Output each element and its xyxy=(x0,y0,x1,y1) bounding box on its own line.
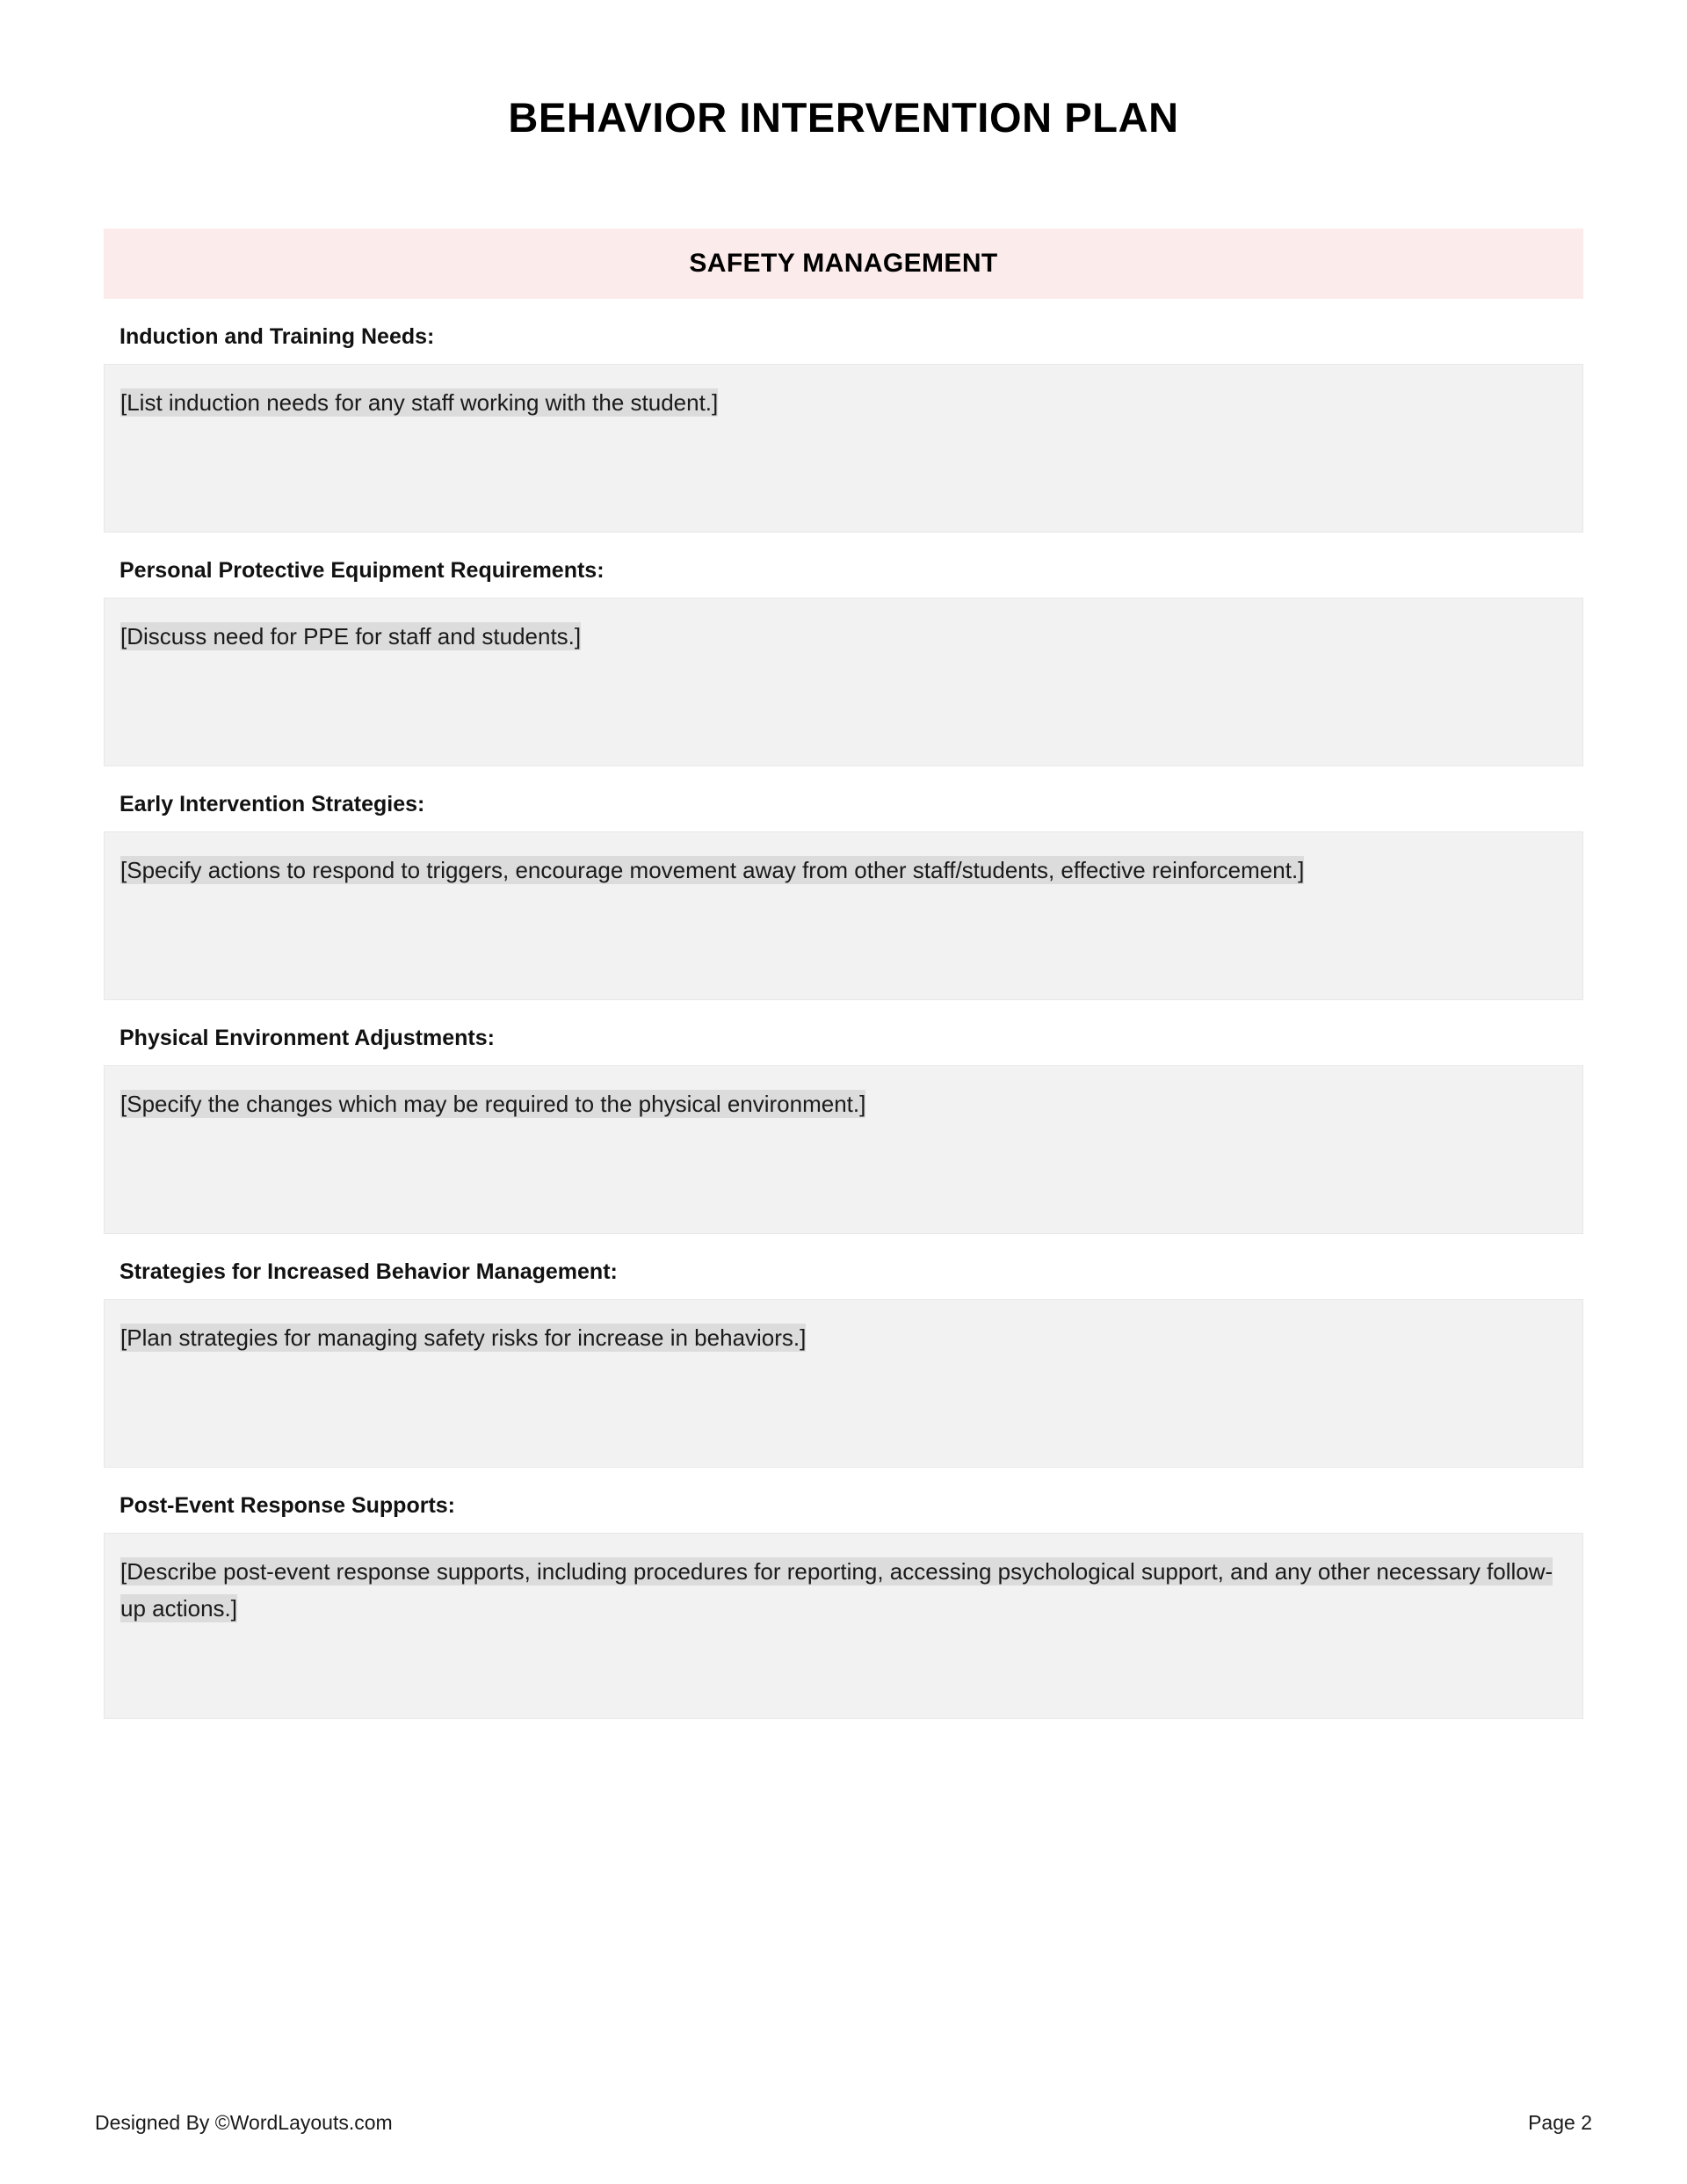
field-label-physical-environment-adjustments: Physical Environment Adjustments: xyxy=(119,1025,495,1050)
field-input-induction-and-training-needs[interactable] xyxy=(104,364,1583,533)
footer-credit: Designed By ©WordLayouts.com xyxy=(95,2111,393,2134)
field-group-personal-protective-equipment-requirements xyxy=(104,557,1583,766)
field-label-strategies-for-increased-behavior-management: Strategies for Increased Behavior Management: xyxy=(119,1259,618,1284)
field-label-post-event-response-supports: Post-Event Response Supports: xyxy=(119,1492,455,1518)
field-group-early-intervention-strategies xyxy=(104,791,1583,1000)
page-footer xyxy=(95,2111,1592,2135)
field-input-post-event-response-supports[interactable] xyxy=(104,1533,1583,1719)
field-label-early-intervention-strategies: Early Intervention Strategies: xyxy=(119,791,425,816)
field-placeholder-early-intervention-strategies: [Specify actions to respond to triggers, encourage movement away from other staff/students, effective reinforcement.] xyxy=(120,856,1305,883)
field-placeholder-post-event-response-supports: [Describe post-event response supports, including procedures for reporting, accessing psychological support, and any other necessary follow-up actions.] xyxy=(120,1557,1553,1622)
field-input-strategies-for-increased-behavior-management[interactable] xyxy=(104,1299,1583,1468)
field-group-post-event-response-supports xyxy=(104,1492,1583,1719)
field-placeholder-induction-and-training-needs: [List induction needs for any staff working with the student.] xyxy=(120,388,719,416)
field-group-induction-and-training-needs xyxy=(104,323,1583,533)
field-label-personal-protective-equipment-requirements: Personal Protective Equipment Requirements: xyxy=(119,557,605,583)
footer-page-number: Page 2 xyxy=(1528,2111,1592,2134)
section-banner xyxy=(104,229,1583,299)
field-placeholder-personal-protective-equipment-requirements: [Discuss need for PPE for staff and students.] xyxy=(120,622,582,649)
field-label-induction-and-training-needs: Induction and Training Needs: xyxy=(119,323,435,349)
field-placeholder-strategies-for-increased-behavior-management: [Plan strategies for managing safety risks for increase in behaviors.] xyxy=(120,1324,807,1351)
section-banner-label: SAFETY MANAGEMENT xyxy=(689,248,998,278)
field-group-strategies-for-increased-behavior-management xyxy=(104,1259,1583,1468)
field-input-personal-protective-equipment-requirements[interactable] xyxy=(104,598,1583,766)
page-title: BEHAVIOR INTERVENTION PLAN xyxy=(508,94,1179,141)
field-input-physical-environment-adjustments[interactable] xyxy=(104,1065,1583,1234)
field-placeholder-physical-environment-adjustments: [Specify the changes which may be required to the physical environment.] xyxy=(120,1090,866,1117)
field-input-early-intervention-strategies[interactable] xyxy=(104,831,1583,1000)
field-group-physical-environment-adjustments xyxy=(104,1025,1583,1234)
